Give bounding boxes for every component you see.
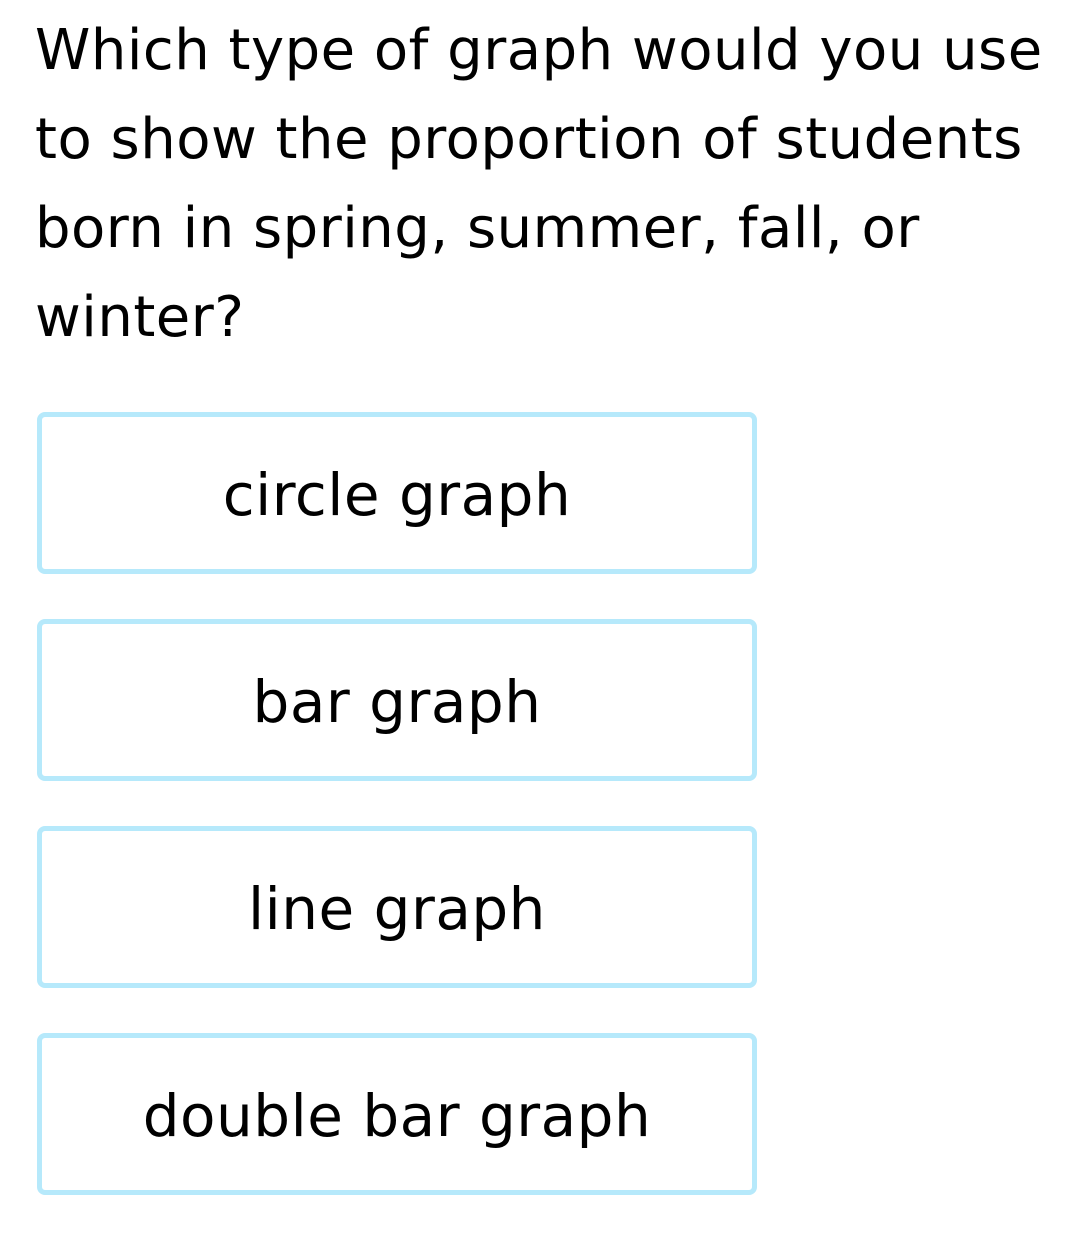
choice-line-graph[interactable] — [37, 826, 757, 988]
choice-label: line graph — [248, 875, 546, 943]
choice-double-bar-graph[interactable] — [37, 1033, 757, 1195]
question-text: Which type of graph would you use to show the proportion of students born in spring, summer, fall, or winter? — [35, 18, 1043, 350]
answer-choices — [37, 412, 757, 1240]
choice-label: bar graph — [252, 668, 542, 736]
choice-bar-graph[interactable] — [37, 619, 757, 781]
choice-circle-graph[interactable] — [37, 412, 757, 574]
choice-label: double bar graph — [142, 1082, 652, 1150]
choice-label: circle graph — [222, 461, 572, 529]
